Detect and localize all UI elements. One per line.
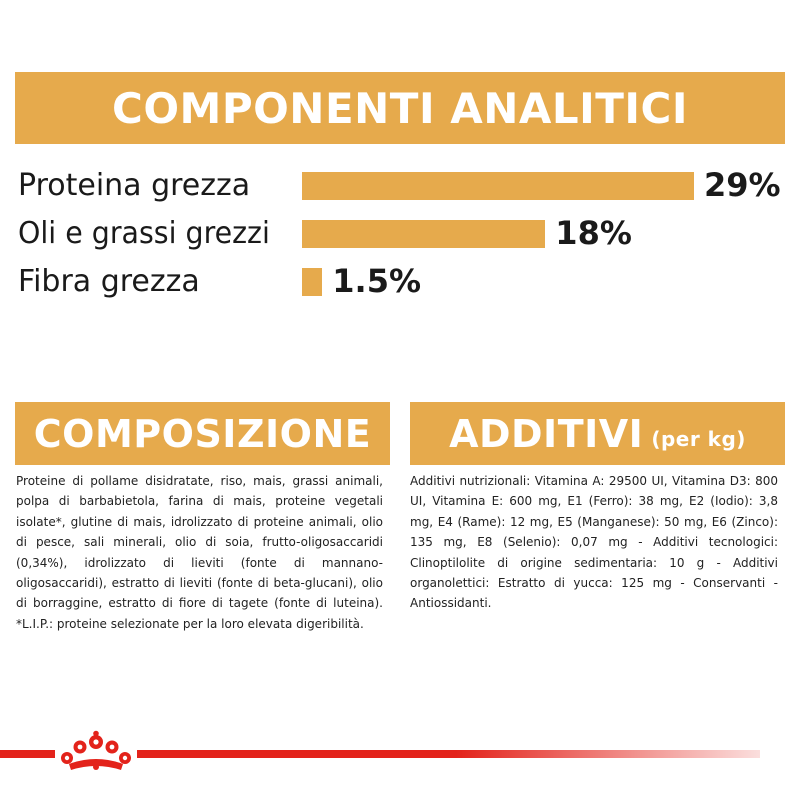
nutrient-bar (302, 172, 694, 200)
additives-text: Additivi nutrizionali: Vitamina A: 29500 UI, Vitamina D3: 800 UI, Vitamina E: 600 mg, E1 (Ferro): 38 mg, E2 (Iodio): 3,8 mg, E4 (Rame): 12 mg, E5 (Manganese): 50 mg, E6 (Zinco): 135 mg, E8 (Selenio): 0,07 mg - Additivi tecnologici: Clinoptilolite di origine sedimentaria: 10 g - Additivi organolettici: Estratto di yucca: 125 mg - Conservanti - Antiossidanti. (410, 474, 778, 611)
analytical-components-banner (15, 72, 785, 144)
composition-text: Proteine di pollame disidratate, riso, mais, grassi animali, polpa di barbabietola, farina di mais, proteine vegetali isolate*, glutine di mais, idrolizzato di proteine animali, olio di pesce, sali minerali, olio di soia, frutto-oligosaccaridi (0,34%), idrolizzato di lieviti (fonte di mannano-oligosaccaridi), estratto di lieviti (fonte di beta-glucani), olio di borraggine, estratto di fiore di tagete (fonte di luteina). *L.I.P.: proteine selezionate per la loro elevata digeribilità. (16, 474, 383, 631)
composition-banner (15, 402, 390, 465)
additives-title: ADDITIVI (449, 411, 644, 456)
nutrient-value: 18% (555, 214, 632, 252)
additives-banner (410, 402, 785, 465)
analytical-components-title: COMPONENTI ANALITICI (112, 83, 688, 133)
nutrient-label: Proteina grezza (18, 168, 251, 203)
additives-subtitle: (per kg) (651, 426, 746, 451)
nutrient-label: Oli e grassi grezzi (18, 216, 270, 251)
nutrient-label: Fibra grezza (18, 264, 200, 299)
composition-title: COMPOSIZIONE (33, 411, 372, 456)
nutrient-bar (302, 220, 545, 248)
nutrient-bar (302, 268, 322, 296)
nutrient-value: 1.5% (332, 262, 422, 300)
nutrient-value: 29% (704, 166, 781, 204)
crown-icon (55, 730, 137, 776)
